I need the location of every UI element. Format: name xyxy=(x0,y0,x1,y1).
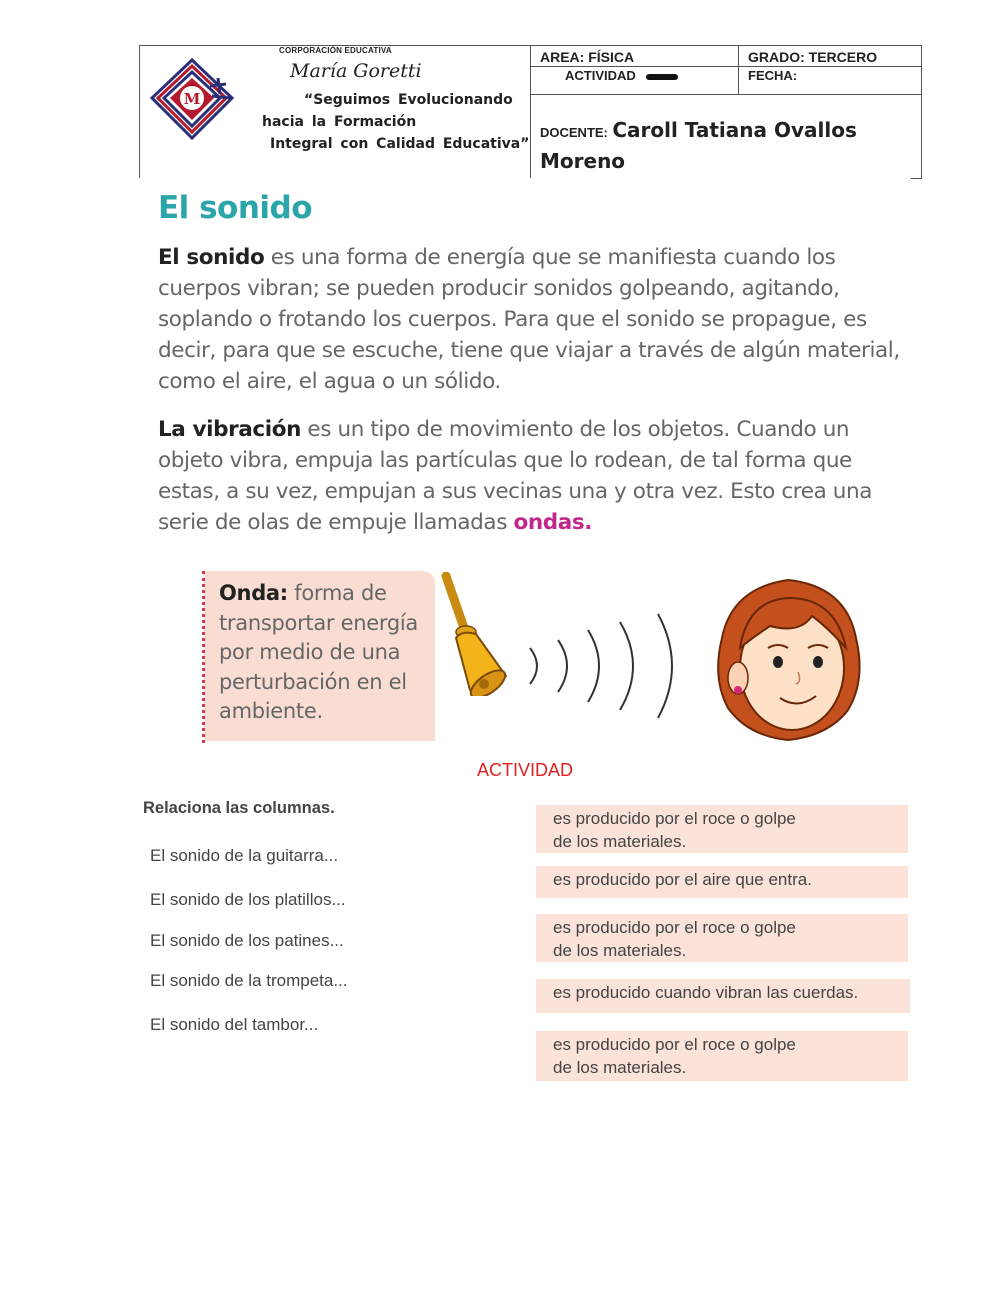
left-item-cymbals[interactable]: El sonido de los platillos... xyxy=(150,890,346,909)
teacher-cell xyxy=(531,95,922,178)
dash-mark xyxy=(646,74,678,80)
term-vibration: La vibración xyxy=(158,417,301,442)
activity-label: ACTIVIDAD xyxy=(565,68,636,83)
school-name: María Goretti xyxy=(290,60,422,82)
term-waves: ondas. xyxy=(513,510,592,535)
definition-body: forma de transportar energía por medio de una perturbación en el ambiente. xyxy=(219,581,418,723)
right-item-5-line1: es producido por el roce o golpe xyxy=(553,1035,796,1054)
right-item-3-line1: es producido por el roce o golpe xyxy=(553,918,796,937)
left-item-drum[interactable]: El sonido del tambor... xyxy=(150,1015,319,1034)
paragraph-vibration-text: es un tipo de movimiento de los objetos. Cuando un objeto vibra, empuja las partículas que lo rodean, de tal forma que estas, a su vez, empujan a sus vecinas una y otra vez. Esto crea una serie de olas de empuje llamadas xyxy=(158,417,873,535)
slogan-line-1: “Seguimos Evolucionando xyxy=(304,92,513,108)
term-sound: El sonido xyxy=(158,245,265,270)
right-item-4[interactable] xyxy=(536,979,910,1013)
right-item-1-line2: de los materiales. xyxy=(553,832,687,851)
page-title: El sonido xyxy=(158,190,313,226)
sound-waves xyxy=(518,610,718,722)
right-item-5[interactable] xyxy=(536,1031,908,1081)
date-cell: FECHA: xyxy=(739,67,922,95)
definition-box-border xyxy=(202,571,205,743)
right-item-2[interactable] xyxy=(536,866,908,898)
grade-cell: GRADO: TERCERO xyxy=(739,45,922,67)
definition-text xyxy=(219,579,431,727)
left-item-trumpet[interactable]: El sonido de la trompeta... xyxy=(150,971,348,990)
paragraph-sound-text: es una forma de energía que se manifiesta cuando los cuerpos vibran; se pueden producir sonidos golpeando, agitando, soplando o frotando los cuerpos. Para que el sonido se propague, es decir, para que se escuche, tiene que viajar a través de algún material, como el aire, el agua o un sólido. xyxy=(158,245,900,394)
right-item-5-line2: de los materiales. xyxy=(553,1058,687,1077)
activity-cell xyxy=(531,67,739,95)
table-edge xyxy=(911,178,922,179)
activity-heading: ACTIVIDAD xyxy=(476,760,573,780)
left-item-guitar[interactable]: El sonido de la guitarra... xyxy=(150,846,339,865)
definition-term: Onda: xyxy=(219,581,288,605)
paragraph-sound xyxy=(158,242,918,397)
activity-instruction: Relaciona las columnas. xyxy=(143,799,335,817)
slogan-line-3: Integral con Calidad Educativa” xyxy=(270,136,530,152)
right-item-3[interactable] xyxy=(536,914,908,962)
corporation-label: CORPORACIÓN EDUCATIVA xyxy=(279,46,392,55)
right-item-2-line1: es producido por el aire que entra. xyxy=(553,870,812,889)
teacher-label: DOCENTE: xyxy=(540,125,608,140)
slogan-line-2: hacia la Formación xyxy=(262,114,417,130)
right-item-4-line1: es producido cuando vibran las cuerdas. xyxy=(553,983,859,1002)
teacher-name: Caroll Tatiana Ovallos Moreno xyxy=(540,118,857,173)
bell-illustration xyxy=(440,572,520,696)
area-cell: AREA: FÍSICA xyxy=(531,45,739,67)
right-item-1-line1: es producido por el roce o golpe xyxy=(553,809,796,828)
paragraph-vibration xyxy=(158,414,918,538)
girl-illustration xyxy=(708,568,868,744)
school-logo xyxy=(150,58,242,140)
left-item-skates[interactable]: El sonido de los patines... xyxy=(150,931,344,950)
right-item-3-line2: de los materiales. xyxy=(553,941,687,960)
right-item-1[interactable] xyxy=(536,805,908,853)
svg-text:M: M xyxy=(183,90,201,108)
